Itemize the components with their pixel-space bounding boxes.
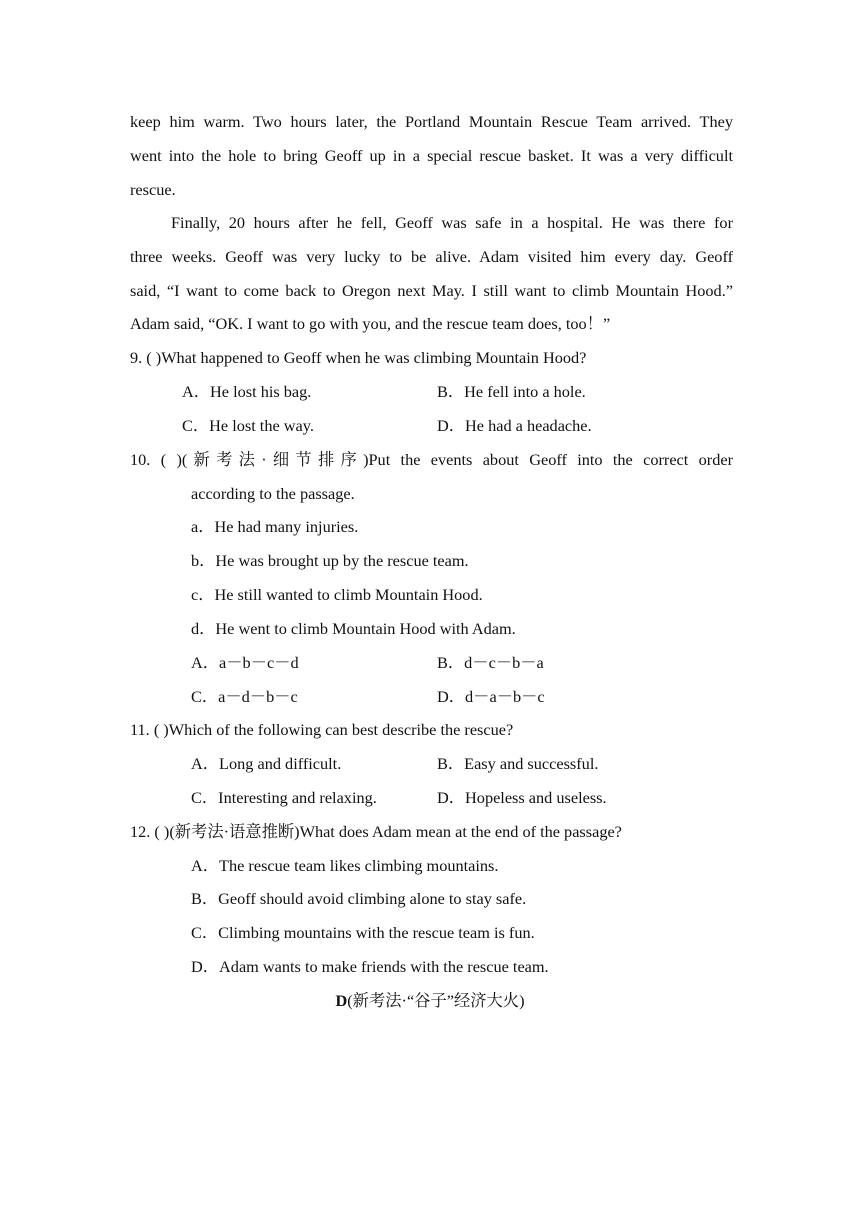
question-11-option-b[interactable]: B．Easy and successful. xyxy=(437,754,599,773)
question-9-stem: 9. ( )What happened to Geoff when he was climbing Mountain Hood? xyxy=(130,348,587,367)
question-10-stem: 10. ( )(新考法·细节排序)Put the events about Geoff into the correct order xyxy=(130,450,733,469)
passage-line: rescue. xyxy=(130,179,176,199)
question-10-option-c[interactable]: C．a－d－b－c xyxy=(191,687,298,706)
question-10-stem-continued: according to the passage. xyxy=(191,484,355,503)
question-10-option-a[interactable]: A．a－b－c－d xyxy=(191,653,299,672)
question-12-option-d[interactable]: D．Adam wants to make friends with the rescue team. xyxy=(191,957,549,976)
question-9-option-d[interactable]: D．He had a headache. xyxy=(437,416,592,435)
passage-line: keep him warm. Two hours later, the Portland Mountain Rescue Team arrived. They xyxy=(130,112,733,131)
passage-line: three weeks. Geoff was very lucky to be alive. Adam visited him every day. Geoff xyxy=(130,246,733,266)
question-11-option-c[interactable]: C．Interesting and relaxing. xyxy=(191,788,377,807)
question-10-event-a: a．He had many injuries. xyxy=(191,517,359,536)
question-12-option-a[interactable]: A．The rescue team likes climbing mountains. xyxy=(191,856,499,875)
question-9-option-a[interactable]: A．He lost his bag. xyxy=(182,382,312,401)
question-10-event-d: d．He went to climb Mountain Hood with Adam. xyxy=(191,619,516,638)
section-letter: D xyxy=(335,991,348,1010)
question-11-stem: 11. ( )Which of the following can best describe the rescue? xyxy=(130,720,514,739)
passage-paragraph-1 xyxy=(130,105,733,206)
question-12-option-b[interactable]: B．Geoff should avoid climbing alone to stay safe. xyxy=(191,889,527,908)
passage-paragraph-2 xyxy=(130,206,733,341)
question-11-option-a[interactable]: A．Long and difficult. xyxy=(191,754,342,773)
question-11-option-d[interactable]: D．Hopeless and useless. xyxy=(437,788,607,807)
section-subtitle: (新考法·“谷子”经济大火) xyxy=(347,991,525,1010)
question-10-option-b[interactable]: B．d－c－b－a xyxy=(437,653,544,672)
question-12-stem: 12. ( )(新考法·语意推断)What does Adam mean at the end of the passage? xyxy=(130,822,622,841)
question-10-event-c: c．He still wanted to climb Mountain Hood. xyxy=(191,585,483,604)
question-10-option-d[interactable]: D．d－a－b－c xyxy=(437,687,545,706)
passage-line: Finally, 20 hours after he fell, Geoff was safe in a hospital. He was there for xyxy=(171,213,733,232)
passage-line: said, “I want to come back to Oregon next May. I still want to climb Mountain Hood.” xyxy=(130,280,733,300)
question-10-event-b: b．He was brought up by the rescue team. xyxy=(191,551,469,570)
passage-line: went into the hole to bring Geoff up in a special rescue basket. It was a very difficult xyxy=(130,145,733,165)
passage-line: Adam said, “OK. I want to go with you, and the rescue team does, too！” xyxy=(130,314,611,334)
section-heading xyxy=(0,984,860,1018)
question-12-option-c[interactable]: C．Climbing mountains with the rescue team is fun. xyxy=(191,923,535,942)
question-9-option-b[interactable]: B．He fell into a hole. xyxy=(437,382,586,401)
question-9-option-c[interactable]: C．He lost the way. xyxy=(182,416,314,435)
